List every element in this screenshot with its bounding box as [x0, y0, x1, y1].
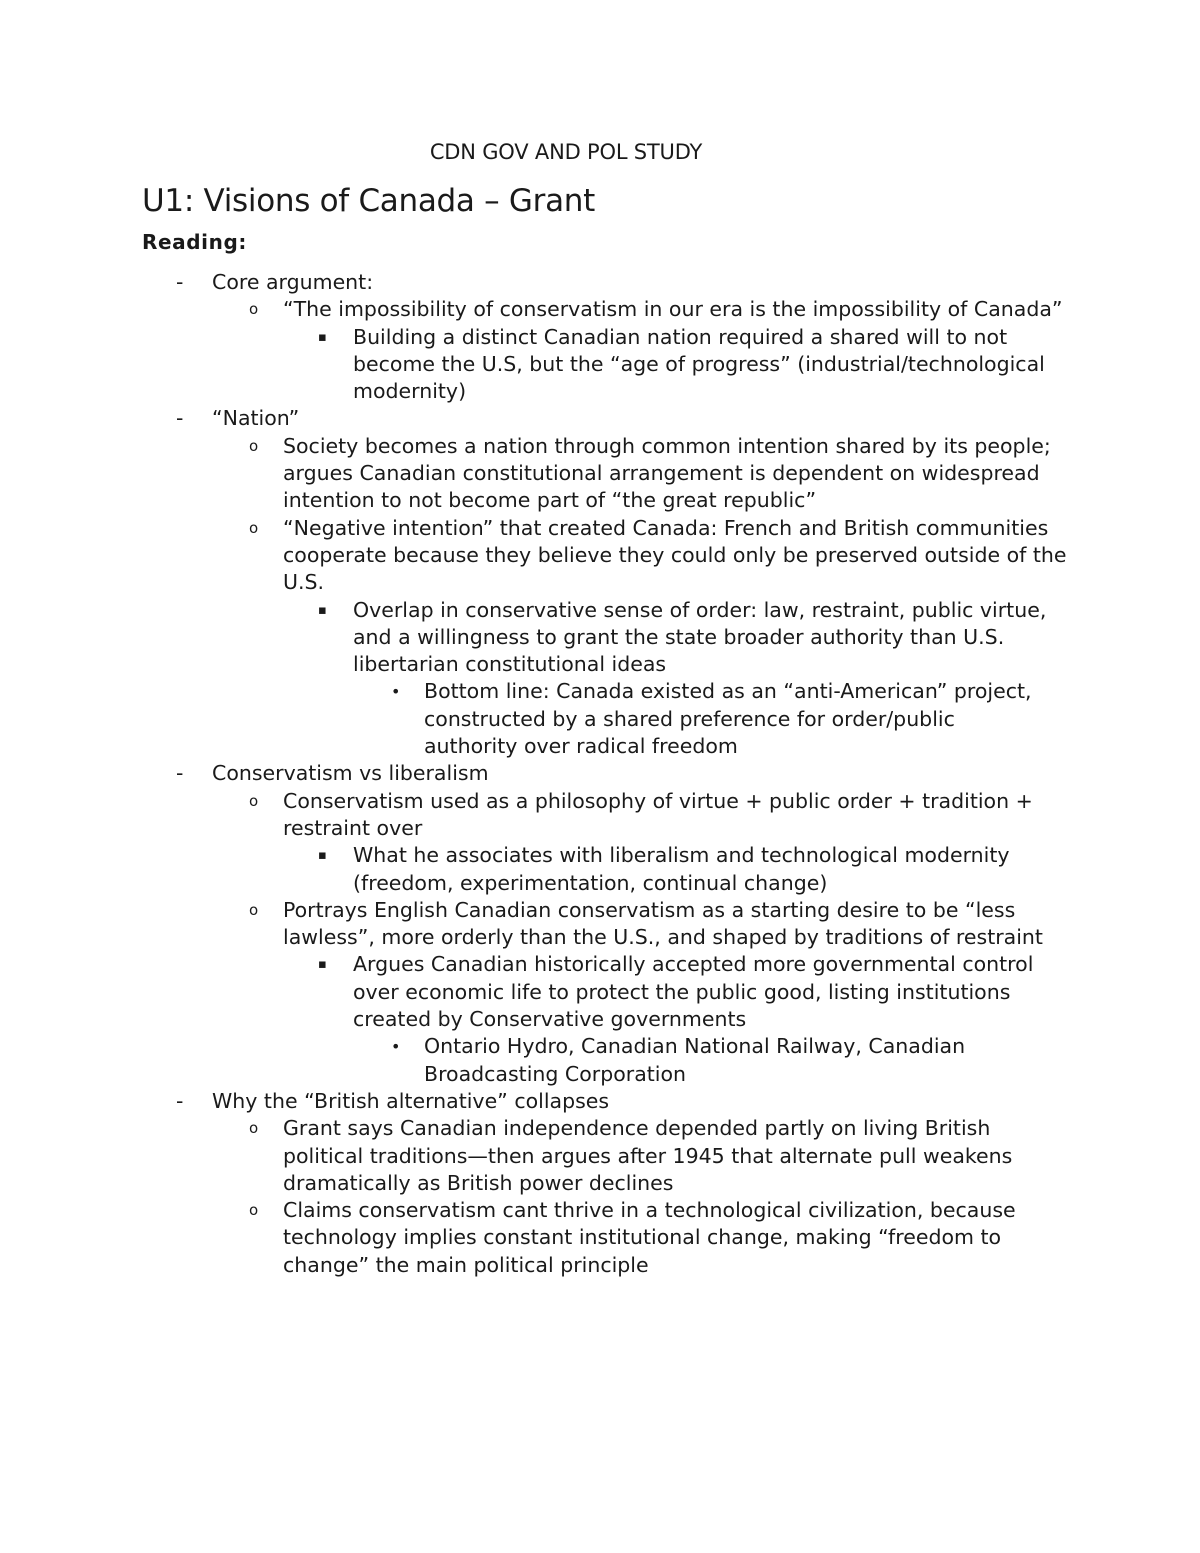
outline-item-text: “The impossibility of conservatism in our era is the impossibility of Canada”	[283, 297, 1063, 322]
outline-item-text: Claims conservatism cant thrive in a technological civilization, because technology implies constant institutional change, making “freedom to change” the main political principle	[283, 1198, 1016, 1277]
outline-item-text: Ontario Hydro, Canadian National Railway, Canadian Broadcasting Corporation	[424, 1034, 966, 1086]
circle-bullet-icon: o	[249, 300, 259, 319]
outline-item-text: Core argument:	[212, 270, 374, 294]
square-bullet-icon: ▪	[318, 957, 327, 973]
outline-item-text: Portrays English Canadian conservatism as a starting desire to be “less lawless”, more orderly than the U.S., and shaped by traditions of restraint	[283, 897, 1043, 950]
square-bullet-icon: ▪	[318, 848, 327, 864]
circle-bullet-icon: o	[249, 900, 259, 919]
outline-item-level-1	[0, 405, 1200, 432]
outline-item-text: Overlap in conservative sense of order: law, restraint, public virtue, and a willingness to grant the state broader authority than U.S. libertarian constitutional ideas	[353, 597, 1047, 677]
square-bullet-icon: ▪	[318, 602, 327, 618]
dash-marker: -	[176, 761, 184, 786]
dash-marker: -	[176, 1088, 184, 1113]
outline-item-text: Building a distinct Canadian nation required a shared will to not become the U.S, but the “age of progress” (industrial/technological modernity)	[353, 324, 1045, 404]
outline-item-level-2	[0, 788, 1200, 843]
section-subheading: Reading:	[142, 230, 247, 254]
outline-item-text: Argues Canadian historically accepted more governmental control over economic life to protect the public good, listing institutions created by Conservative governments	[353, 952, 1034, 1032]
outline-item-text: Why the “British alternative” collapses	[212, 1088, 610, 1113]
outline-item-level-1	[0, 269, 1200, 296]
outline-item-text: Conservatism vs liberalism	[212, 761, 489, 786]
outline-item-level-1	[0, 1088, 1200, 1115]
outline-item-level-2	[0, 897, 1200, 952]
outline-item-level-3	[0, 842, 1200, 897]
dot-bullet-icon: •	[391, 1037, 401, 1057]
circle-bullet-icon: o	[249, 1119, 259, 1138]
dot-bullet-icon: •	[391, 682, 401, 702]
outline-item-level-4	[0, 1033, 1200, 1088]
notes-outline	[0, 269, 1200, 1279]
circle-bullet-icon: o	[249, 1201, 259, 1220]
outline-item-text: What he associates with liberalism and technological modernity (freedom, experimentation, continual change)	[353, 843, 1010, 895]
outline-item-level-2	[0, 515, 1200, 597]
outline-item-level-2	[0, 433, 1200, 515]
outline-item-text: “Negative intention” that created Canada: French and British communities cooperate because they believe they could only be preserved outside of the U.S.	[283, 515, 1067, 595]
outline-item-level-3	[0, 951, 1200, 1033]
outline-item-level-2	[0, 296, 1200, 323]
outline-item-level-3	[0, 324, 1200, 406]
circle-bullet-icon: o	[249, 791, 259, 810]
dash-marker: -	[176, 406, 184, 431]
document-title: CDN GOV AND POL STUDY	[429, 140, 703, 164]
outline-item-text: Conservatism used as a philosophy of virtue + public order + tradition + restraint over	[283, 788, 1033, 840]
outline-item-level-2	[0, 1115, 1200, 1197]
dash-marker: -	[176, 270, 184, 294]
outline-item-level-4	[0, 678, 1200, 760]
outline-item-text: Grant says Canadian independence depended partly on living British political traditions—then argues after 1945 that alternate pull weakens dramatically as British power declines	[283, 1116, 1013, 1195]
outline-item-level-2	[0, 1197, 1200, 1279]
circle-bullet-icon: o	[249, 436, 259, 455]
outline-item-text: Society becomes a nation through common intention shared by its people; argues Canadian constitutional arrangement is dependent on widespread intention to not become part of “the great republic”	[283, 433, 1051, 513]
outline-item-text: Bottom line: Canada existed as an “anti-American” project, constructed by a shared preference for order/public authority over radical freedom	[424, 679, 1032, 759]
square-bullet-icon: ▪	[318, 329, 327, 345]
outline-item-level-1	[0, 760, 1200, 787]
outline-item-text: “Nation”	[212, 406, 300, 431]
circle-bullet-icon: o	[249, 518, 259, 537]
outline-item-level-3	[0, 597, 1200, 679]
section-heading: U1: Visions of Canada – Grant	[142, 183, 596, 219]
